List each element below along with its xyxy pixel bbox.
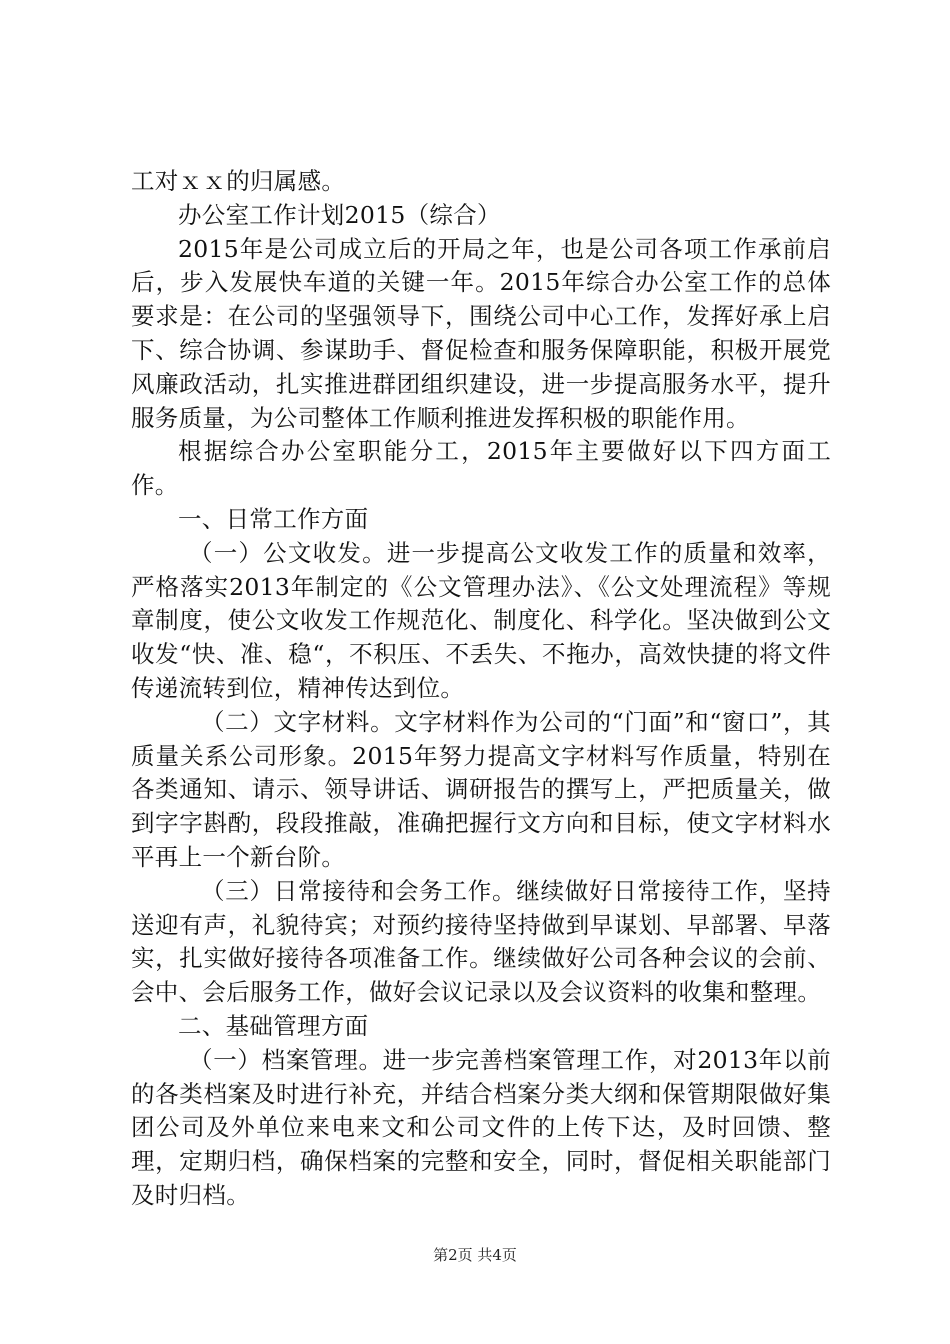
paragraph-continuation: 工对ｘｘ的归属感。 <box>131 167 346 195</box>
paragraph-archive-management: （一）档案管理。进一步完善档案管理工作，对2013年以前的各类档案及时进行补充，并结合档案分类大纲和保管期限做好集团公司及外单位来电来文和公司文件的上传下达，及时回馈、整理，定期归档，确保档案的完整和安全，同时，督促相关职能部门及时归档。 <box>131 1045 831 1209</box>
page-footer: 第2页 共4页 <box>433 1246 517 1264</box>
paragraph-reception-meetings: （三）日常接待和会务工作。继续做好日常接待工作，坚持送迎有声，礼貌待宾；对预约接待坚持做到早谋划、早部署、早落实，扎实做好接待各项准备工作。继续做好公司各种会议的会前、会中、会后服务工作，做好会议记录以及会议资料的收集和整理。 <box>131 876 831 1007</box>
paragraph-document-handling: （一）公文收发。进一步提高公文收发工作的质量和效率，严格落实2013年制定的《公文管理办法》、《公文处理流程》等规章制度，使公文收发工作规范化、制度化、科学化。坚决做到公文收发“快、准、稳“，不积压、不丢失、不拖办，高效快捷的将文件传递流转到位，精神传达到位。 <box>131 538 831 702</box>
heading-basic-management: 二、基础管理方面 <box>178 1011 369 1040</box>
heading-daily-work: 一、日常工作方面 <box>178 504 369 533</box>
paragraph-scope: 根据综合办公室职能分工，2015年主要做好以下四方面工作。 <box>131 437 831 500</box>
section-title: 办公室工作计划2015（综合） <box>178 200 501 229</box>
document-body <box>131 165 831 1213</box>
paragraph-written-materials: （二）文字材料。文字材料作为公司的“门面”和“窗口”，其质量关系公司形象。2015年努力提高文字材料写作质量，特别在各类通知、请示、领导讲话、调研报告的撰写上，严把质量关，做到字字斟酌，段段推敲，准确把握行文方向和目标，使文字材料水平再上一个新台阶。 <box>131 707 831 871</box>
paragraph-overview: 2015年是公司成立后的开局之年，也是公司各项工作承前启后，步入发展快车道的关键一年。2015年综合办公室工作的总体要求是：在公司的坚强领导下，围绕公司中心工作，发挥好承上启下、综合协调、参谋助手、督促检查和服务保障职能，积极开展党风廉政活动，扎实推进群团组织建设，进一步提高服务水平，提升服务质量，为公司整体工作顺利推进发挥积极的职能作用。 <box>131 234 831 432</box>
